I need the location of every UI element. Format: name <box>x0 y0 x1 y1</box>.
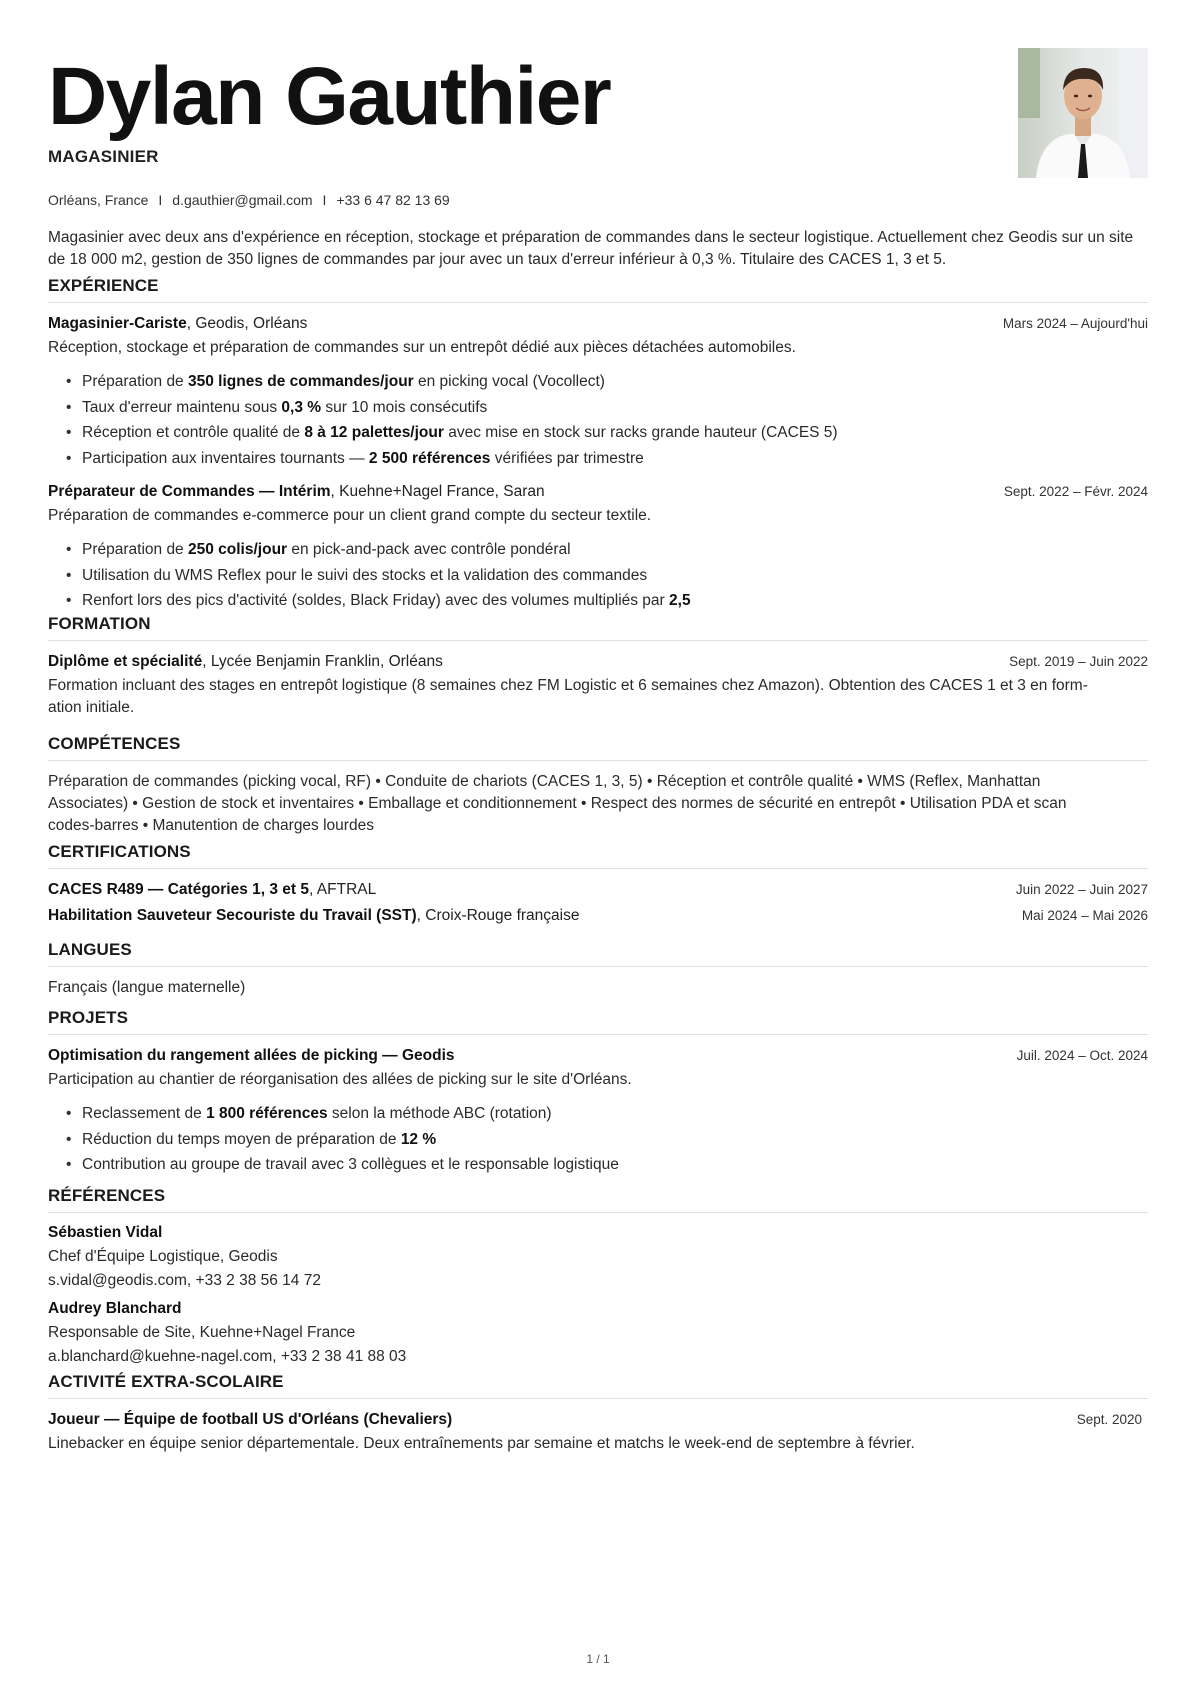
profile-photo <box>1018 48 1148 178</box>
list-item: • Reclassement de 1 800 références selon la méthode ABC (rotation) <box>82 1101 1148 1127</box>
certification-name: Habilitation Sauveteur Secouriste du Travail (SST) <box>48 907 417 924</box>
reference-contact: a.blanchard@kuehne-nagel.com, +33 2 38 41 88 03 <box>48 1348 407 1365</box>
job-company: , Kuehne+Nagel France, Saran <box>330 483 545 500</box>
portrait-image <box>1018 48 1148 178</box>
location-text: Orléans, France <box>48 192 149 208</box>
profile-summary: Magasinier avec deux ans d'expérience en réception, stockage et préparation de commandes dans le secteur logistique. Actuellement chez Geodis sur un site de 18 000 m2, gestion de 350 lignes de commandes par jour avec un taux d'erreur inférieur à 0,3 %. Titulaire des CACES 1, 3 et 5. <box>48 229 1134 268</box>
extracurricular-section <box>48 1372 1148 1455</box>
job-achievements <box>48 369 1148 471</box>
separator: I <box>158 192 163 208</box>
certification-name: CACES R489 — Catégories 1, 3 et 5 <box>48 881 310 898</box>
skills-list: Préparation de commandes (picking vocal, RF) • Conduite de chariots (CACES 1, 3, 5) • Réception et contrôle qualité • WMS (Reflex, Manhattan Associates) • Gestion de stock et inventaires • Emballage et conditionnement • Respect des normes de sécurité en entrepôt • Utilisation PDA et scan codes-barres • Manutention de charges lourdes <box>48 773 1067 834</box>
section-title: PROJETS <box>48 1008 1148 1035</box>
education-entry <box>48 651 1148 719</box>
certification-issuer: , Croix-Rouge française <box>416 907 580 924</box>
reference-position: Responsable de Site, Kuehne+Nagel France <box>48 1324 356 1341</box>
activity-description: Linebacker en équipe senior départementale. Deux entraînements par semaine et matchs le week-end de septembre à février. <box>48 1435 915 1452</box>
job-title: MAGASINIER <box>48 147 159 166</box>
languages-section <box>48 940 1148 999</box>
job-date: Sept. 2022 – Févr. 2024 <box>1003 484 1148 499</box>
education-date: Sept. 2019 – Juin 2022 <box>1009 654 1148 669</box>
list-item: • Préparation de 250 colis/jour en pick-and-pack avec contrôle pondéral <box>82 537 1148 563</box>
experience-section <box>48 276 1148 614</box>
project-entry <box>48 1045 1148 1178</box>
list-item: • Préparation de 350 lignes de commandes/jour en picking vocal (Vocollect) <box>82 369 1148 395</box>
section-title: LANGUES <box>48 940 1148 967</box>
section-title: CERTIFICATIONS <box>48 842 1148 869</box>
job-entry <box>48 313 1148 471</box>
certification-entry <box>48 879 1148 901</box>
section-title: RÉFÉRENCES <box>48 1186 1148 1213</box>
page-number: 1 / 1 <box>586 1652 610 1666</box>
job-description: Préparation de commandes e-commerce pour un client grand compte du secteur textile. <box>48 507 652 524</box>
candidate-name: Dylan Gauthier <box>48 51 611 142</box>
project-date: Juil. 2024 – Oct. 2024 <box>1016 1048 1148 1063</box>
projects-section <box>48 1008 1148 1178</box>
reference-name: Sébastien Vidal <box>48 1224 163 1241</box>
list-item: • Réduction du temps moyen de préparation de 12 % <box>82 1127 1148 1153</box>
certification-entry <box>48 905 1148 927</box>
references-section <box>48 1186 1148 1369</box>
job-date: Mars 2024 – Aujourd'hui <box>1002 316 1148 331</box>
job-achievements <box>48 537 1148 614</box>
job-company: , Geodis, Orléans <box>186 315 308 332</box>
job-heading <box>48 481 1148 503</box>
project-description: Participation au chantier de réorganisation des allées de picking sur le site d'Orléans. <box>48 1071 632 1088</box>
project-name: Optimisation du rangement allées de picking — Geodis <box>48 1047 455 1064</box>
job-entry <box>48 481 1148 614</box>
reference-entry <box>48 1297 1148 1369</box>
phone-text: +33 6 47 82 13 69 <box>336 192 450 208</box>
list-item: • Participation aux inventaires tournants — 2 500 références vérifiées par trimestre <box>82 446 1148 472</box>
job-description: Réception, stockage et préparation de commandes sur un entrepôt dédié aux pièces détachées automobiles. <box>48 339 796 356</box>
degree-name: Diplôme et spécialité <box>48 653 203 670</box>
list-item: • Contribution au groupe de travail avec 3 collègues et le responsable logistique <box>82 1152 1148 1178</box>
reference-entry <box>48 1221 1148 1293</box>
certification-date: Juin 2022 – Juin 2027 <box>1015 882 1148 897</box>
list-item: • Taux d'erreur maintenu sous 0,3 % sur 10 mois consécutifs <box>82 395 1148 421</box>
education-heading <box>48 651 1148 673</box>
certifications-section <box>48 842 1148 927</box>
job-role: Préparateur de Commandes — Intérim <box>48 483 331 500</box>
certification-issuer: , AFTRAL <box>309 881 377 898</box>
list-item: • Renfort lors des pics d'activité (soldes, Black Friday) avec des volumes multipliés par 2,5 <box>82 588 1148 614</box>
activity-entry <box>48 1409 1148 1455</box>
separator: I <box>322 192 327 208</box>
certification-date: Mai 2024 – Mai 2026 <box>1021 908 1148 923</box>
job-heading <box>48 313 1148 335</box>
project-achievements <box>48 1101 1148 1178</box>
list-item: • Utilisation du WMS Reflex pour le suivi des stocks et la validation des commandes <box>82 563 1148 589</box>
school-name: , Lycée Benjamin Franklin, Orléans <box>202 653 443 670</box>
education-section <box>48 614 1148 719</box>
contact-line <box>48 192 450 208</box>
reference-position: Chef d'Équipe Logistique, Geodis <box>48 1248 278 1265</box>
section-title: ACTIVITÉ EXTRA-SCOLAIRE <box>48 1372 1148 1399</box>
list-item: • Réception et contrôle qualité de 8 à 12 palettes/jour avec mise en stock sur racks grande hauteur (CACES 5) <box>82 420 1148 446</box>
skills-section <box>48 734 1148 837</box>
section-title: COMPÉTENCES <box>48 734 1148 761</box>
section-title: FORMATION <box>48 614 1148 641</box>
reference-name: Audrey Blanchard <box>48 1300 182 1317</box>
activity-name: Joueur — Équipe de football US d'Orléans (Chevaliers) <box>48 1411 453 1428</box>
section-title: EXPÉRIENCE <box>48 276 1148 303</box>
email-text: d.gauthier@gmail.com <box>172 192 313 208</box>
reference-contact: s.vidal@geodis.com, +33 2 38 56 14 72 <box>48 1272 321 1289</box>
education-description: Formation incluant des stages en entrepôt logistique (8 semaines chez FM Logistic et 6 semaines chez Amazon). Obtention des CACES 1 et 3 en form- ation initiale. <box>48 677 1088 716</box>
resume-page <box>48 0 1148 1683</box>
activity-date: Sept. 2020 <box>1076 1412 1142 1427</box>
job-role: Magasinier-Cariste <box>48 315 187 332</box>
languages-text: Français (langue maternelle) <box>48 979 246 996</box>
